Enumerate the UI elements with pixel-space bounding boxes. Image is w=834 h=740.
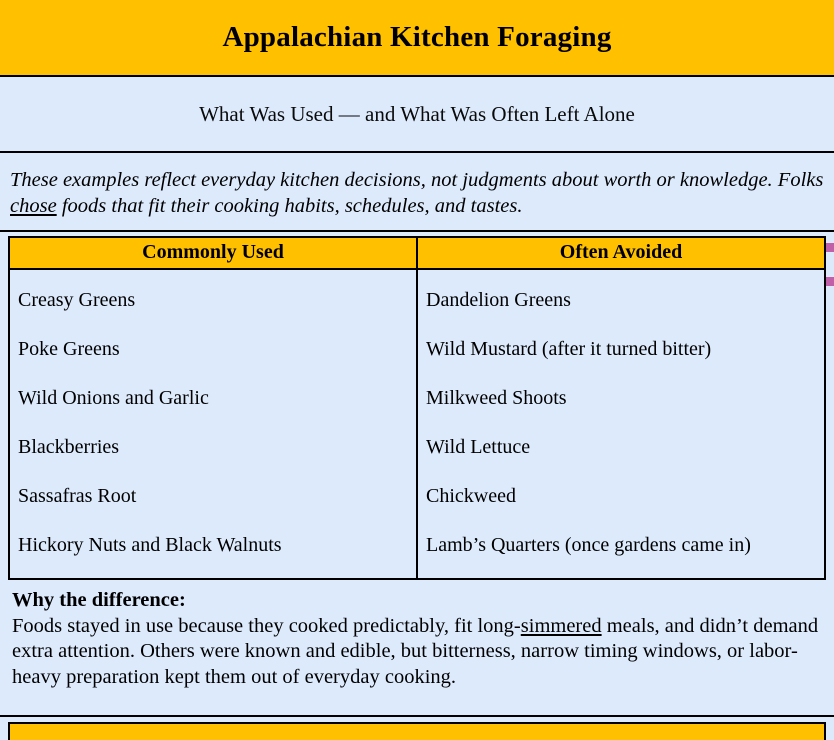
bottom-accent-strip [8,722,826,740]
list-item: Blackberries [18,436,120,458]
why-the-difference-section [0,580,834,717]
page-title: Appalachian Kitchen Foraging [222,21,612,53]
title-bar [0,0,834,77]
intro-note [0,153,834,232]
list-item: Wild Onions and Garlic [18,387,209,409]
table-row [9,269,825,579]
why-text-part2: meals, and didn’t demand extra attention. Others were known and edible, but bitterness, narrow timing windows, or labor-heavy preparation kept them out of everyday cooking. [12,614,819,688]
column-header-commonly-used: Commonly Used [9,237,417,269]
often-avoided-list [426,276,816,570]
list-item: Lamb’s Quarters (once gardens came in) [426,534,751,556]
intro-text-part2: foods that fit their cooking habits, schedules, and tastes. [56,195,523,217]
page-subtitle: What Was Used — and What Was Often Left Alone [199,101,635,126]
why-underlined-word: simmered [520,614,602,637]
list-item: Dandelion Greens [426,289,571,311]
commonly-used-list [18,276,408,570]
cell-commonly-used [9,269,417,579]
comparison-table-wrapper [0,236,834,580]
column-header-often-avoided: Often Avoided [417,237,825,269]
list-item: Wild Lettuce [426,436,531,458]
subtitle-band [0,77,834,153]
list-item: Wild Mustard (after it turned bitter) [426,338,712,360]
list-item: Milkweed Shoots [426,387,567,409]
intro-underlined-word: chose [10,195,57,217]
table-header-row [9,237,825,269]
list-item: Hickory Nuts and Black Walnuts [18,534,282,556]
edge-marker-icon [826,243,834,252]
list-item: Chickweed [426,485,516,507]
list-item: Creasy Greens [18,289,136,311]
comparison-table [8,236,826,580]
why-text-part1: Foods stayed in use because they cooked predictably, fit long- [12,614,521,637]
cell-often-avoided [417,269,825,579]
edge-marker-icon [826,277,834,286]
list-item: Poke Greens [18,338,120,360]
list-item: Sassafras Root [18,485,137,507]
why-heading: Why the difference: [12,589,186,611]
intro-text-part1: These examples reflect everyday kitchen decisions, not judgments about worth or knowledge. Folks [10,169,824,191]
